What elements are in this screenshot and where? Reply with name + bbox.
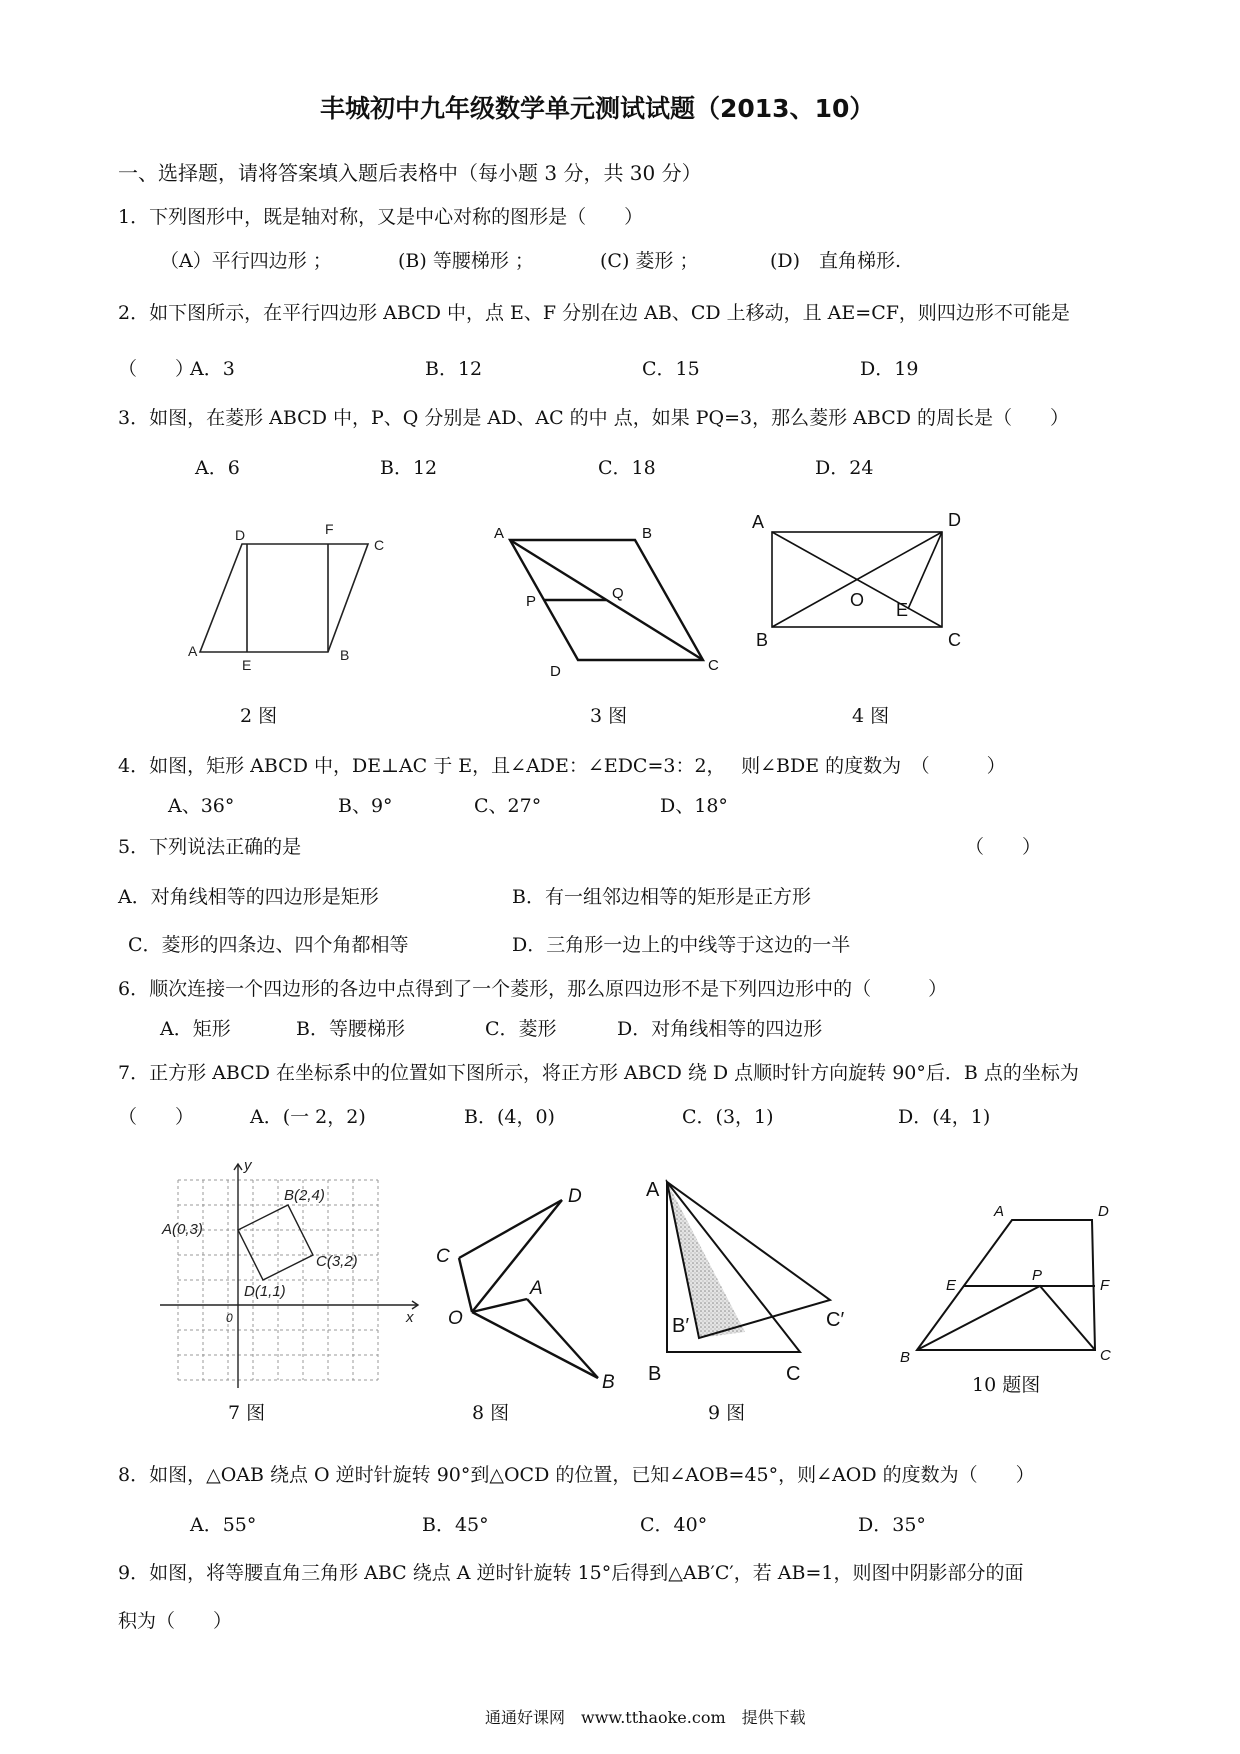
- fig2-label-d: D: [235, 527, 246, 543]
- q7-option-c: C．(3，1): [682, 1106, 774, 1128]
- fig7-label-a: A(0,3): [162, 1221, 203, 1238]
- fig8-label-c: C: [436, 1246, 450, 1267]
- q5-option-b: B．有一组邻边相等的矩形是正方形: [512, 886, 811, 908]
- section-heading: 一、选择题，请将答案填入题后表格中（每小题 3 分，共 30 分）: [118, 161, 702, 185]
- q6-option-d: D．对角线相等的四边形: [617, 1018, 823, 1040]
- q5-option-d: D．三角形一边上的中线等于这边的一半: [512, 934, 851, 956]
- question-7-stem: 7．正方形 ABCD 在坐标系中的位置如下图所示，将正方形 ABCD 绕 D 点顺时针方向旋转 90°后．B 点的坐标为: [118, 1062, 1079, 1084]
- q2-option-d: D．19: [860, 358, 919, 380]
- fig10-label-a: A: [994, 1203, 1005, 1220]
- q4-option-d: D、18°: [660, 795, 728, 817]
- question-5-stem: 5．下列说法正确的是: [118, 836, 302, 858]
- footer-credit: 通通好课网 www.tthaoke.com 提供下载: [485, 1708, 806, 1727]
- fig8-label-d: D: [568, 1186, 582, 1207]
- fig10-label-f: F: [1100, 1277, 1110, 1294]
- q1-option-c: (C) 菱形 ；: [600, 250, 699, 272]
- q2-bracket: （ ）: [118, 358, 195, 380]
- fig7-label-origin: 0: [226, 1311, 233, 1325]
- q5-option-a: A．对角线相等的四边形是矩形: [118, 886, 379, 908]
- q6-option-c: C．菱形: [485, 1018, 557, 1040]
- figure-4-caption: 4 图: [852, 705, 890, 727]
- q1-option-d: (D) 直角梯形.: [770, 250, 902, 272]
- fig3-label-q: Q: [612, 585, 624, 602]
- fig9-label-c-prime: C′: [826, 1309, 845, 1331]
- fig2-label-f: F: [325, 521, 334, 537]
- q2-option-a: A．3: [190, 358, 235, 380]
- fig3-label-c: C: [708, 657, 719, 674]
- fig10-label-c: C: [1100, 1347, 1111, 1364]
- figure-9-caption: 9 图: [708, 1402, 746, 1424]
- fig7-label-x: x: [406, 1309, 414, 1326]
- q3-option-b: B．12: [380, 457, 438, 479]
- q5-bracket: （ ）: [965, 836, 1042, 858]
- fig9-label-b: B: [648, 1363, 662, 1385]
- q4-option-b: B、9°: [338, 795, 393, 817]
- q1-option-b: (B) 等腰梯形 ；: [398, 250, 534, 272]
- fig8-label-a: A: [530, 1278, 543, 1299]
- fig2-label-b: B: [340, 647, 350, 663]
- figure-10-caption: 10 题图: [972, 1374, 1041, 1396]
- figure-7-caption: 7 图: [228, 1402, 266, 1424]
- page-title: 丰城初中九年级数学单元测试试题（2013、10）: [320, 94, 875, 123]
- question-9-line-2: 积为（ ）: [118, 1610, 233, 1632]
- question-3-stem: 3．如图，在菱形 ABCD 中，P、Q 分别是 AD、AC 的中 点，如果 PQ=3，那么菱形 ABCD 的周长是（ ）: [118, 407, 1070, 429]
- q2-option-b: B．12: [425, 358, 483, 380]
- q8-option-a: A．55°: [190, 1514, 257, 1536]
- figure-9: [640, 1170, 860, 1390]
- q7-option-b: B．(4，0): [464, 1106, 555, 1128]
- fig10-label-d: D: [1098, 1203, 1109, 1220]
- fig7-label-c: C(3,2): [316, 1253, 358, 1270]
- q4-option-a: A、36°: [168, 795, 235, 817]
- fig2-label-a: A: [188, 643, 198, 659]
- q4-option-c: C、27°: [474, 795, 542, 817]
- q2-option-c: C．15: [642, 358, 700, 380]
- fig2-label-c: C: [374, 537, 385, 553]
- fig10-label-e: E: [946, 1277, 957, 1294]
- fig3-label-a: A: [494, 525, 505, 542]
- q7-option-d: D．(4，1): [898, 1106, 991, 1128]
- fig3-label-d: D: [550, 663, 561, 680]
- question-2-stem: 2．如下图所示，在平行四边形 ABCD 中，点 E、F 分别在边 AB、CD 上移动，且 AE=CF，则四边形不可能是: [118, 302, 1070, 324]
- fig2-label-e: E: [242, 657, 252, 673]
- q3-option-a: A．6: [195, 457, 240, 479]
- question-4-stem: 4．如图，矩形 ABCD 中，DE⊥AC 于 E，且∠ADE：∠EDC=3：2， 则∠BDE 的度数为 （ ）: [118, 755, 1006, 777]
- fig7-label-y: y: [244, 1157, 252, 1174]
- q6-option-b: B．等腰梯形: [296, 1018, 405, 1040]
- question-1-stem: 1．下列图形中，既是轴对称，又是中心对称的图形是（ ）: [118, 206, 644, 228]
- q8-option-b: B．45°: [422, 1514, 489, 1536]
- fig3-label-b: B: [642, 525, 653, 542]
- fig9-label-c: C: [786, 1363, 801, 1385]
- question-8-stem: 8．如图，△OAB 绕点 O 逆时针旋转 90°到△OCD 的位置，已知∠AOB=45°，则∠AOD 的度数为（ ）: [118, 1464, 1035, 1486]
- fig4-label-o: O: [850, 590, 865, 610]
- question-6-stem: 6．顺次连接一个四边形的各边中点得到了一个菱形，那么原四边形不是下列四边形中的（ ）: [118, 978, 948, 1000]
- fig9-label-a: A: [646, 1179, 660, 1201]
- fig7-label-b: B(2,4): [284, 1187, 325, 1204]
- figure-2-caption: 2 图: [240, 705, 278, 727]
- fig4-label-a: A: [752, 512, 765, 532]
- fig8-label-b: B: [602, 1372, 615, 1393]
- fig7-label-d: D(1,1): [244, 1283, 286, 1300]
- figure-3-caption: 3 图: [590, 705, 628, 727]
- fig4-label-d: D: [948, 510, 961, 530]
- figure-4: [750, 510, 990, 650]
- q3-option-c: C．18: [598, 457, 656, 479]
- fig4-label-c: C: [948, 630, 961, 650]
- figure-2: [180, 520, 410, 680]
- figure-10: [890, 1200, 1130, 1370]
- fig10-label-b: B: [900, 1349, 911, 1366]
- fig4-label-e: E: [896, 600, 909, 620]
- q8-option-c: C．40°: [640, 1514, 708, 1536]
- question-9-line-1: 9．如图，将等腰直角三角形 ABC 绕点 A 逆时针旋转 15°后得到△AB′C′，若 AB=1，则图中阴影部分的面: [118, 1562, 1024, 1584]
- q7-bracket: （ ）: [118, 1106, 195, 1128]
- q8-option-d: D．35°: [858, 1514, 926, 1536]
- q6-option-a: A．矩形: [160, 1018, 231, 1040]
- q5-option-c: C．菱形的四条边、四个角都相等: [128, 934, 409, 956]
- q7-option-a: A．(一 2，2): [250, 1106, 366, 1128]
- fig10-label-p: P: [1032, 1267, 1043, 1284]
- figure-3: [490, 520, 730, 680]
- q3-option-d: D．24: [815, 457, 874, 479]
- q1-option-a: （A）平行四边形 ；: [160, 250, 332, 272]
- fig4-label-b: B: [756, 630, 769, 650]
- fig3-label-p: P: [526, 593, 537, 610]
- figure-8-caption: 8 图: [472, 1402, 510, 1424]
- fig9-label-b-prime: B′: [672, 1315, 690, 1337]
- fig8-label-o: O: [448, 1308, 463, 1329]
- figure-7: [160, 1157, 425, 1390]
- figure-8: [430, 1180, 620, 1400]
